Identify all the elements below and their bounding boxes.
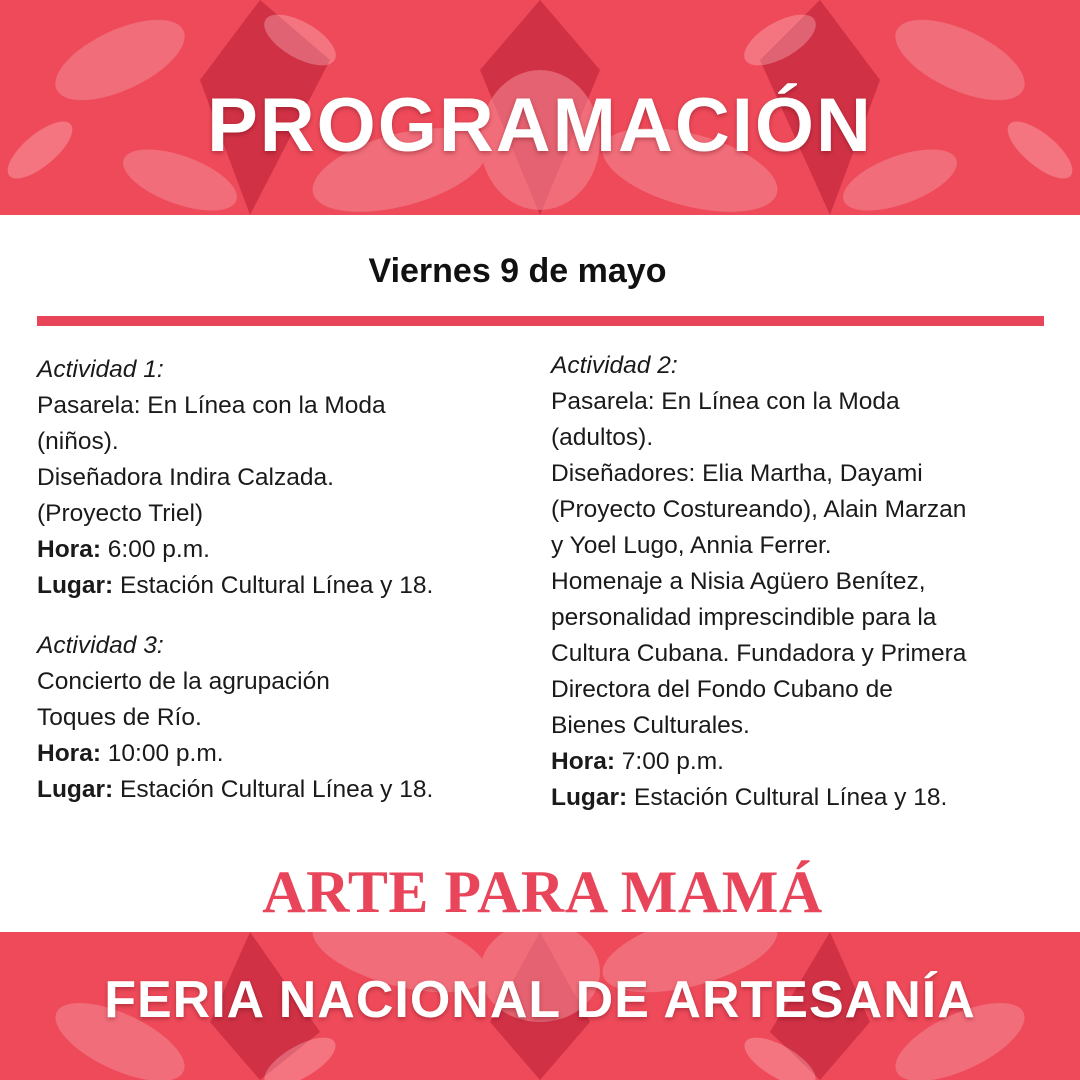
activity-line: Cultura Cubana. Fundadora y Primera (551, 640, 967, 667)
activity-line: Pasarela: En Línea con la Moda (551, 388, 900, 415)
header-title: PROGRAMACIÓN (207, 83, 873, 168)
event-date: Viernes 9 de mayo (368, 252, 667, 290)
activity-label: Actividad 1: (37, 356, 164, 383)
time-key: Hora: (37, 536, 101, 563)
activity-label: Actividad 3: (37, 632, 164, 659)
place-value: Estación Cultural Línea y 18. (634, 784, 948, 811)
time-value: 10:00 p.m. (107, 740, 224, 767)
place-value: Estación Cultural Línea y 18. (120, 776, 434, 803)
activity-time (37, 532, 507, 568)
activity-1 (37, 352, 507, 604)
time-key: Hora: (37, 740, 101, 767)
footer-banner (0, 932, 1080, 1080)
activity-line: (niños). (37, 428, 119, 455)
activity-place (37, 568, 507, 604)
activity-line: (adultos). (551, 424, 654, 451)
time-value: 6:00 p.m. (107, 536, 210, 563)
time-value: 7:00 p.m. (621, 748, 724, 775)
time-key: Hora: (551, 748, 615, 775)
activity-line: Diseñadores: Elia Martha, Dayami (551, 460, 923, 487)
place-key: Lugar: (551, 784, 628, 811)
activity-line: Concierto de la agrupación (37, 668, 330, 695)
activity-line: personalidad imprescindible para la (551, 604, 937, 631)
divider-line (37, 316, 1044, 326)
event-subtitle: ARTE PARA MAMÁ (262, 859, 823, 925)
activity-place (551, 780, 1051, 816)
activity-line: Diseñadora Indira Calzada. (37, 464, 334, 491)
footer-title: FERIA NACIONAL DE ARTESANÍA (104, 971, 976, 1029)
activity-2 (551, 348, 1051, 816)
right-column (551, 348, 1051, 840)
activity-line: Bienes Culturales. (551, 712, 750, 739)
left-column (37, 352, 507, 832)
place-key: Lugar: (37, 572, 114, 599)
activity-place (37, 772, 507, 808)
activity-line: (Proyecto Triel) (37, 500, 204, 527)
place-key: Lugar: (37, 776, 114, 803)
activity-time (551, 744, 1051, 780)
activity-3 (37, 628, 507, 808)
activity-line: Pasarela: En Línea con la Moda (37, 392, 386, 419)
header-banner (0, 0, 1080, 215)
activity-label: Actividad 2: (551, 352, 678, 379)
activity-time (37, 736, 507, 772)
activity-line: (Proyecto Costureando), Alain Marzan (551, 496, 967, 523)
activity-line: Toques de Río. (37, 704, 202, 731)
activity-line: Homenaje a Nisia Agüero Benítez, (551, 568, 926, 595)
activity-line: Directora del Fondo Cubano de (551, 676, 893, 703)
place-value: Estación Cultural Línea y 18. (120, 572, 434, 599)
activity-line: y Yoel Lugo, Annia Ferrer. (551, 532, 832, 559)
